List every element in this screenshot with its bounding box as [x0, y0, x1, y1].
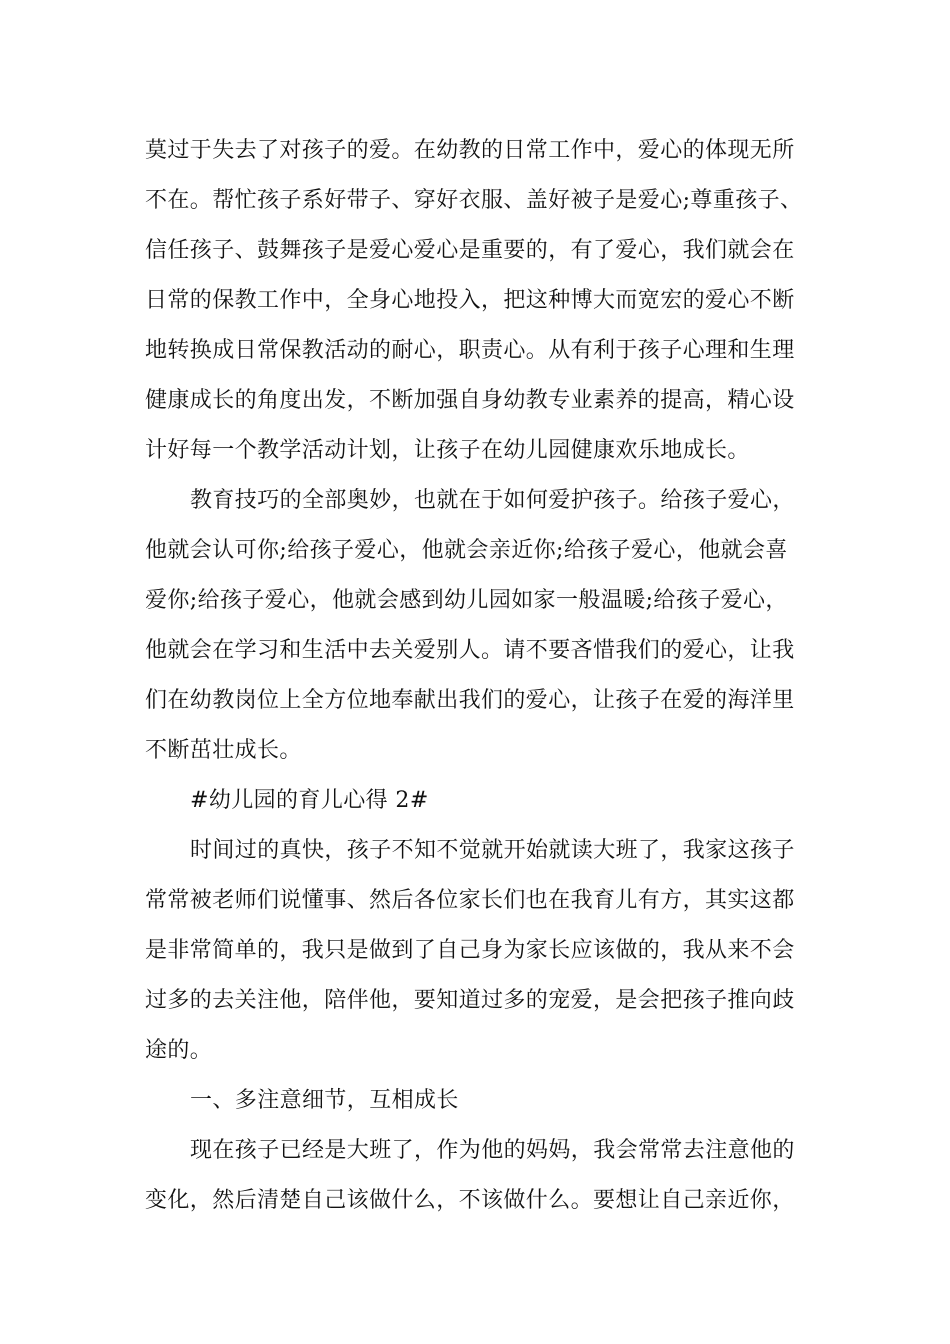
subsection-heading: 一、多注意细节，互相成长: [190, 1088, 459, 1113]
text-line: 地转换成日常保教活动的耐心，职责心。从有利于孩子心理和生理: [145, 338, 795, 363]
text-line: 日常的保教工作中，全身心地投入，把这种博大而宽宏的爱心不断: [145, 288, 795, 313]
text-line: 爱你;给孩子爱心，他就会感到幼儿园如家一般温暖;给孩子爱心，: [145, 588, 788, 613]
section-heading: #幼儿园的育儿心得 2#: [190, 788, 429, 813]
text-line: 常常被老师们说懂事、然后各位家长们也在我育儿有方，其实这都: [145, 888, 795, 913]
text-line: 计好每一个教学活动计划，让孩子在幼儿园健康欢乐地成长。: [145, 438, 750, 463]
text-line: 变化，然后清楚自己该做什么，不该做什么。要想让自己亲近你，: [145, 1188, 795, 1213]
text-line: 莫过于失去了对孩子的爱。在幼教的日常工作中，爱心的体现无所: [145, 138, 795, 163]
paragraph-first-line: 时间过的真快，孩子不知不觉就开始就读大班了，我家这孩子: [190, 838, 795, 863]
text-line: 他就会在学习和生活中去关爱别人。请不要吝惜我们的爱心，让我: [145, 638, 795, 663]
text-line: 过多的去关注他，陪伴他，要知道过多的宠爱，是会把孩子推向歧: [145, 988, 795, 1013]
paragraph-first-line: 教育技巧的全部奥妙，也就在于如何爱护孩子。给孩子爱心，: [190, 488, 795, 513]
text-line: 健康成长的角度出发，不断加强自身幼教专业素养的提高，精心设: [145, 388, 795, 413]
text-line: 不断茁壮成长。: [145, 738, 302, 763]
text-line: 们在幼教岗位上全方位地奉献出我们的爱心，让孩子在爱的海洋里: [145, 688, 795, 713]
text-line: 不在。帮忙孩子系好带子、穿好衣服、盖好被子是爱心;尊重孩子、: [145, 188, 803, 213]
paragraph-first-line: 现在孩子已经是大班了，作为他的妈妈，我会常常去注意他的: [190, 1138, 795, 1163]
text-line: 途的。: [145, 1038, 213, 1063]
text-line: 是非常简单的，我只是做到了自己身为家长应该做的，我从来不会: [145, 938, 795, 963]
text-line: 信任孩子、鼓舞孩子是爱心爱心是重要的，有了爱心，我们就会在: [145, 238, 795, 263]
text-line: 他就会认可你;给孩子爱心，他就会亲近你;给孩子爱心，他就会喜: [145, 538, 788, 563]
